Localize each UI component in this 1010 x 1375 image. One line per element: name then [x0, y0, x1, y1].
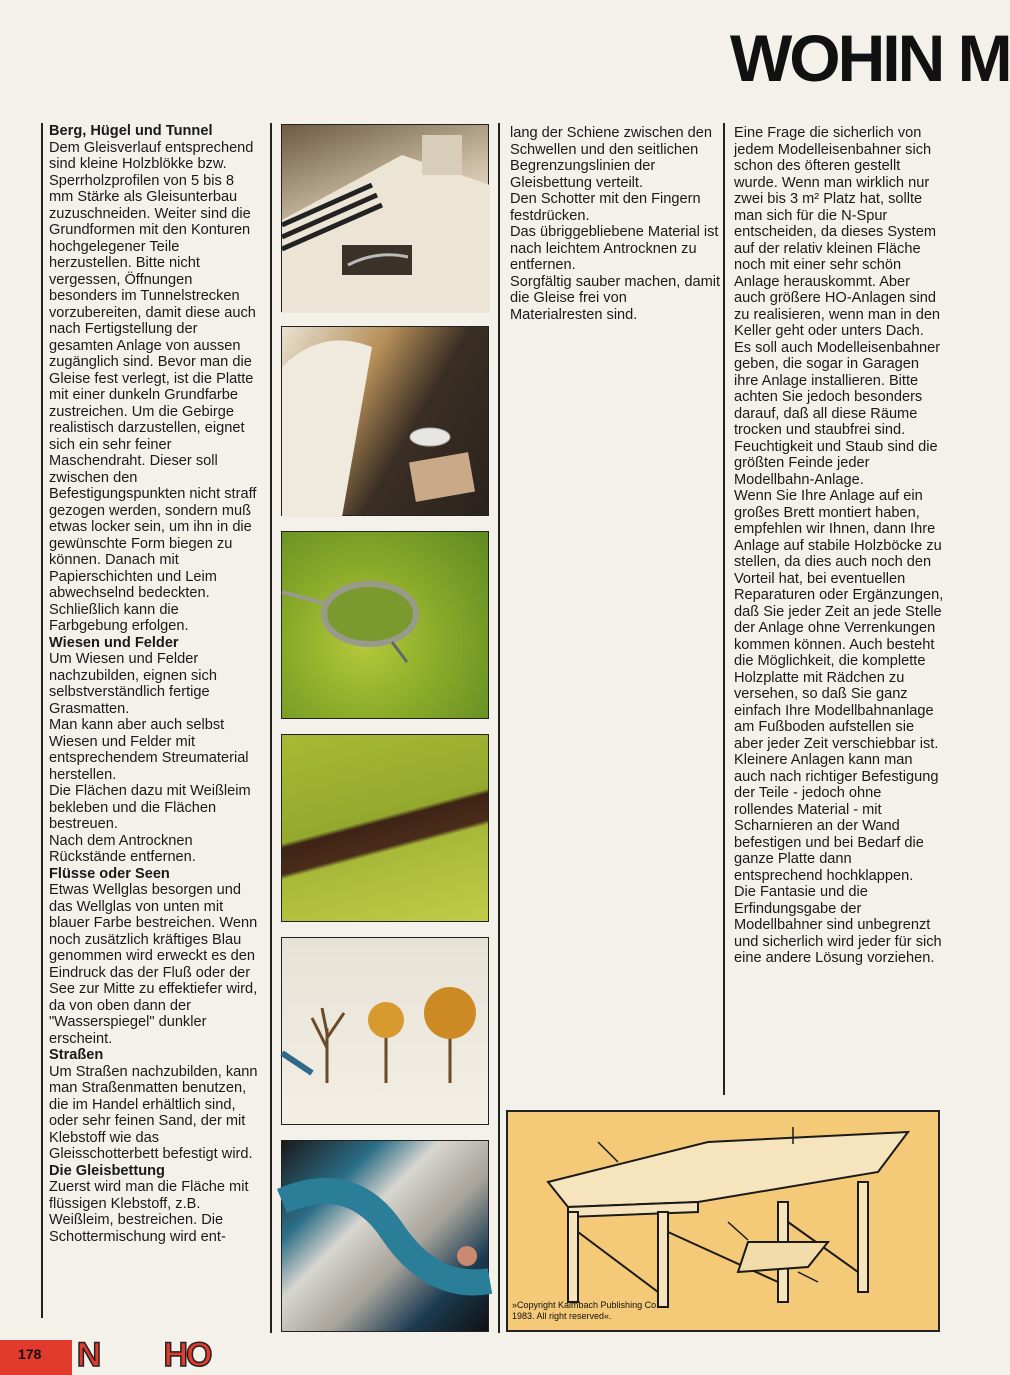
page-number: 178: [18, 1346, 42, 1362]
photo-field-path: [281, 734, 489, 922]
photo-track-baseboard-art: [282, 125, 490, 313]
section-heading: Flüsse oder Seen: [49, 865, 170, 882]
photo-mountain-construction: [281, 326, 489, 516]
photo-mountain-construction-art: [282, 327, 490, 517]
table-illustration: [506, 1110, 940, 1332]
section-body: Zuerst wird man die Fläche mit flüssigen Klebstoff, z.B. Weißleim, bestreichen. Die Schottermischung wird ent-: [49, 1179, 249, 1245]
photo-model-trees: [281, 937, 489, 1125]
headline: WOHIN M: [730, 21, 1010, 95]
column-rule: [270, 123, 272, 1333]
photo-river-building: [281, 1140, 489, 1332]
photo-grass-sieve-art: [282, 532, 490, 720]
section-body: Dem Gleisverlauf entsprechend sind kleine Holzblökke bzw. Sperrholzprofilen von 5 bis 8 mm Stärke als Gleisunterbau zuzuschneiden. Weiter sind die Grundformen mit den Konturen hochgelegener Teile herzustellen. Bitte nicht vergessen, Öffnungen besonders im Tunnelstrecken vorzubereiten, damit diese auch nach Fertigstellung der gesamten Anlage von aussen zugänglich sind. Bevor man die Gleise fest verlegt, ist die Platte mit einer dunkeln Grundfarbe zustreichen. Um die Gebirge realistisch darzustellen, eignet sich ein sehr feiner Maschendraht. Dieser soll zwischen den Befestigungspunkten nicht straff gezogen werden, sondern muß etwas locker sein, um ihn in die gewünschte Form biegen zu können. Danach mit Papierschichten und Leim abwechselnd bedeckten. Schließlich kann die Farbgebung erfolgen.: [49, 139, 257, 634]
text-column-middle: lang der Schiene zwischen den Schwellen und den seitlichen Begrenzungslinien der Gleisbettung verteilt. Den Schotter mit den Fingern festdrücken. Das übriggebliebene Material ist nach leichtem Antrocknen zu entfernen. Sorgfältig sauber machen, damit die Gleise frei von Materialresten sind.: [510, 125, 721, 323]
section-heading: Straßen: [49, 1047, 104, 1063]
section-body: Etwas Wellglas besorgen und das Wellglas von unten mit blauer Farbe bestreichen. Wenn noch zusätzlich kräftiges Blau genommen wird erweckt es den Eindruck das der Fluß oder der See zur Mitte zu effektiefer wird, da von oben dann der "Wasserspiegel" dunkler erscheint.: [49, 882, 258, 1047]
workbench-drawing: [508, 1112, 938, 1330]
section-heading: Die Gleisbettung: [49, 1162, 165, 1179]
photo-river-building-art: [282, 1141, 490, 1333]
text-column-left: [49, 123, 261, 1318]
section-body: Um Straßen nachzubilden, kann man Straßenmatten benutzen, die im Handel erhältlich sind, oder sehr feinen Sand, der mit Klebstoff wie das Gleisschotterbett befestigt wird.: [49, 1063, 258, 1162]
column-rule: [723, 123, 725, 1095]
photo-grass-sieve: [281, 531, 489, 719]
section-heading: Berg, Hügel und Tunnel: [49, 123, 213, 139]
column-rule: [498, 123, 500, 1333]
photo-model-trees-art: [282, 938, 490, 1126]
text-column-right: Eine Frage die sicherlich von jedem Modelleisenbahner sich schon des öfteren gestellt wurde. Wenn man wirklich nur zwei bis 3 m² Platz hat, sollte man sich für die N-Spur entscheiden, da dieses System auf der relativ kleinen Fläche noch mit einer sehr schön Anlage herauskommt. Aber auch größere HO-Anlagen sind zu realisieren, wenn man in den Keller geht oder unters Dach. Es soll auch Modelleisenbahner geben, die sogar in Garagen ihre Anlage installieren. Bitte achten Sie jedoch besonders darauf, daß all diese Räume trocken und staubfrei sind. Feuchtigkeit und Staub sind die größten Feinde jeder Modellbahn-Anlage. Wenn Sie Ihre Anlage auf ein großes Brett montiert haben, empfehlen wir Ihnen, dann Ihre Anlage auf stabile Holzböcke zu stellen, da dies auch noch den Vorteil hat, bei eventuellen Reparaturen oder Ergänzungen, daß Sie jeder Zeit an jede Stelle der Anlage ohne Verrenkungen kommen können. Auch besteht die Möglichkeit, die komplette Holzplatte mit Rädchen zu versehen, so daß Sie ganz einfach Ihre Modellbahnanlage am Fußboden aufstellen sie aber jeder Zeit verschiebbar ist. Kleinere Anlagen kann man auch nach richtiger Befestigung der Teile - jedoch ohne rollendes Material - mit Scharnieren an der Wand befestigen und bei Bedarf die ganze Platte dann entsprechend hochklappen. Die Fantasie und die Erfindungsgabe der Modellbahner sind unbegrenzt und sicherlich wird jeder für sich eine andere Lösung vorziehen.: [734, 125, 944, 966]
illustration-credit: »Copyright Kalmbach Publishing Co. 1983. All right reserved«.: [512, 1300, 659, 1321]
column-rule: [41, 123, 43, 1318]
logo-ho-gauge: HO: [163, 1336, 211, 1374]
section-heading: Wiesen und Felder: [49, 634, 179, 651]
section-body: Um Wiesen und Felder nachzubilden, eignen sich selbstverständlich fertige Grasmatten. Man kann aber auch selbst Wiesen und Felder mit entsprechendem Streumaterial herstellen. Die Flächen dazu mit Weißleim bekleben und die Flächen bestreuen. Nach dem Antrocknen Rückstände entfernen.: [49, 651, 251, 865]
logo-n-gauge: N: [76, 1336, 102, 1374]
photo-track-baseboard: [281, 124, 489, 312]
